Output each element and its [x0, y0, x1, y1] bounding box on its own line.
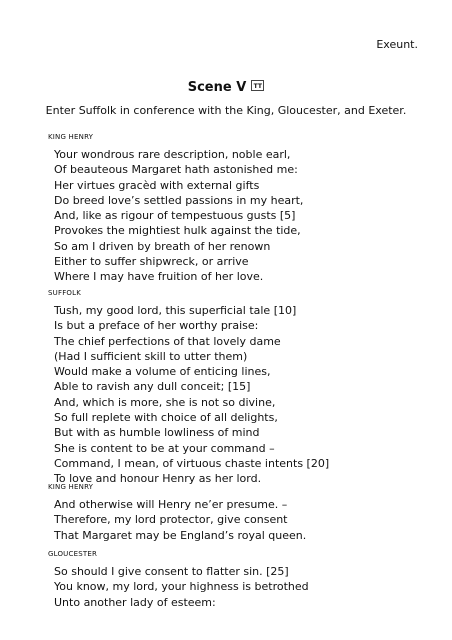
verse-line: Able to ravish any dull conceit; [15] [54, 380, 251, 394]
verse-line: And, which is more, she is not so divine, [54, 395, 276, 409]
verse-line: Provokes the mightiest hulk against the tide, [54, 224, 301, 238]
verse-line: So should I give consent to flatter sin. [25] [54, 565, 289, 578]
verse-line: And otherwise will Henry ne’er presume. – [54, 498, 288, 511]
verse-line: Either to suffer shipwreck, or arrive [54, 255, 249, 269]
tt-toggle-button[interactable]: TT [251, 80, 264, 91]
verse-line: You know, my lord, your highness is betrothed [54, 580, 309, 594]
verse-line: And, like as rigour of tempestuous gusts [5] [54, 209, 296, 223]
speaker-name: KING HENRY [48, 133, 94, 141]
verse-line: So am I driven by breath of her renown [54, 239, 271, 253]
verse-line: Therefore, my lord protector, give consent [54, 513, 288, 527]
verse-line: Would make a volume of enticing lines, [54, 365, 271, 379]
speaker-name: KING HENRY [48, 483, 94, 491]
speech-block [48, 481, 428, 543]
verse-line: Is but a preface of her worthy praise: [54, 319, 259, 333]
verse-line: Tush, my good lord, this superficial tale [10] [54, 304, 297, 317]
speech-block [48, 287, 428, 487]
speaker-name: SUFFOLK [48, 289, 82, 297]
stage-direction: Enter Suffolk in conference with the King, Gloucester, and Exeter. [45, 104, 407, 117]
speaker-name: GLOUCESTER [48, 550, 98, 558]
verse-line: To love and honour Henry as her lord. [54, 472, 262, 486]
verse-line: Of beauteous Margaret hath astonished me: [54, 163, 298, 177]
speech-block [48, 131, 428, 285]
verse-line: That Margaret may be England’s royal queen. [54, 528, 307, 542]
verse-line: She is content to be at your command – [54, 441, 275, 455]
exeunt-direction: Exeunt. [376, 38, 418, 51]
verse-line: Unto another lady of esteem: [54, 595, 216, 609]
verse-line: The chief perfections of that lovely dame [54, 334, 281, 348]
verse-line: Your wondrous rare description, noble earl, [54, 148, 291, 161]
verse-line: (Had I sufficient skill to utter them) [54, 349, 248, 363]
verse-line: Her virtues gracèd with external gifts [54, 178, 260, 192]
verse-line: So full replete with choice of all delights, [54, 411, 278, 425]
scene-heading [0, 77, 452, 96]
speech-block [48, 548, 428, 610]
verse-line: Command, I mean, of virtuous chaste intents [20] [54, 456, 330, 470]
verse-line: But with as humble lowliness of mind [54, 426, 260, 440]
verse-line: Where I may have fruition of her love. [54, 270, 264, 284]
scene-title: Scene V [187, 80, 247, 95]
verse-line: Do breed love’s settled passions in my heart, [54, 193, 304, 207]
